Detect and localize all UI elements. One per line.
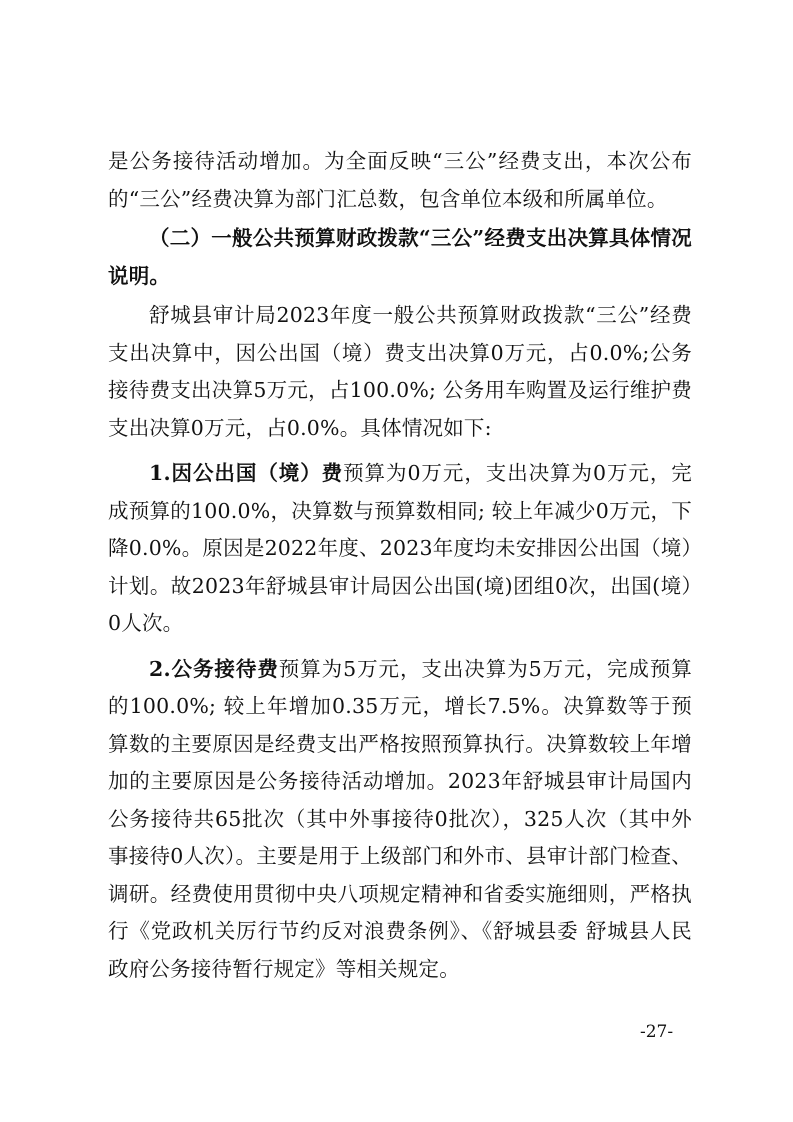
page-number: -27- — [640, 1022, 674, 1042]
reception-title: 2.公务接待费 — [149, 656, 279, 681]
section-heading: （二）一般公共预算财政拨款“三公”经费支出决算具体情况说明。 — [108, 226, 692, 288]
paragraph-reception — [108, 651, 692, 989]
paragraph-overseas-travel — [108, 455, 692, 643]
reception-body: 预算为5万元，支出决算为5万元，完成预算的100.0%; 较上年增加0.35万元，增长7.5%。决算数等于预算数的主要原因是经费支出严格按照预算执行。决算数较上年增加的主要原因是公务接待活动增加。2023年舒城县审计局国内公务接待共65批次（其中外事接待0批次），325人次（其中外事接待0人次）。主要是用于上级部门和外市、县审计部门检查、调研。经费使用贯彻中央八项规定精神和省委实施细则，严格执行《党政机关厉行节约反对浪费条例》、《舒城县委 舒城县人民政府公务接待暂行规定》等相关规定。 — [108, 656, 692, 981]
overseas-travel-title: 1.因公出国（境）费 — [149, 461, 344, 485]
paragraph-intro: 是公务接待活动增加。为全面反映“三公”经费支出，本次公布的“三公”经费决算为部门汇总数，包含单位本级和所属单位。 — [108, 149, 692, 211]
document-body — [108, 143, 692, 988]
overseas-travel-body: 预算为0万元，支出决算为0万元，完成预算的100.0%，决算数与预算数相同; 较上年减少0万元，下降0.0%。原因是2022年度、2023年度均未安排因公出国（境）计划。故2023年舒城县审计局因公出国(境)团组0次，出国(境）0人次。 — [108, 461, 692, 635]
paragraph-summary: 舒城县审计局2023年度一般公共预算财政拨款“三公”经费支出决算中，因公出国（境）费支出决算0万元，占0.0%;公务接待费支出决算5万元，占100.0%; 公务用车购置及运行维护费支出决算0万元，占0.0%。具体情况如下: — [108, 303, 692, 440]
